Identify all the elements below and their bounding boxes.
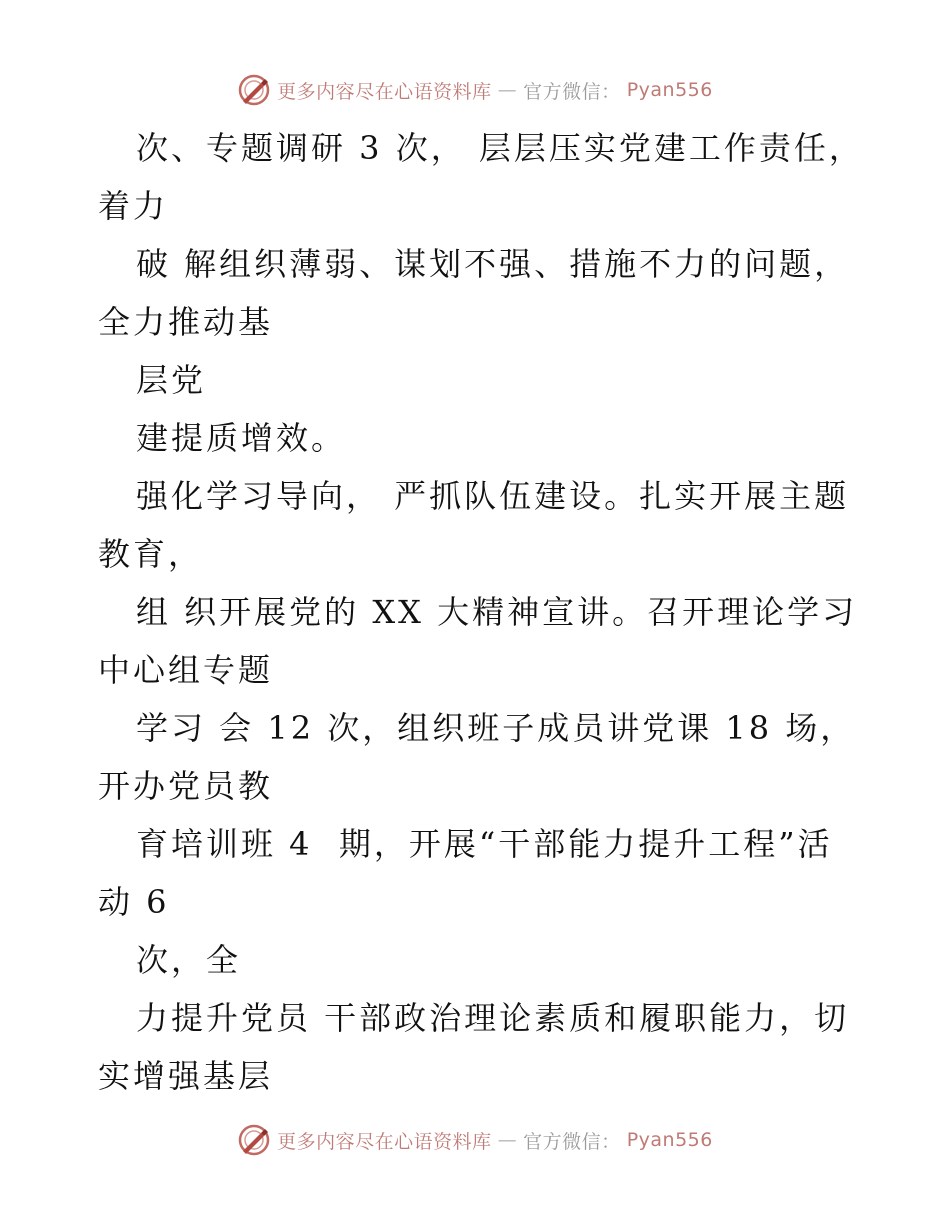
body-line: 教育， bbox=[98, 535, 204, 573]
body-line: 次，全 bbox=[136, 941, 242, 979]
body-line: 次、专题调研 3 次， 层层压实党建工作责任， bbox=[136, 129, 864, 167]
body-line: 全力推动基 bbox=[98, 303, 274, 341]
pen-logo-icon bbox=[237, 1123, 271, 1157]
body-line: 力提升党员 干部政治理论素质和履职能力，切 bbox=[136, 999, 850, 1037]
body-line: 强化学习导向， 严抓队伍建设。扎实开展主题 bbox=[136, 477, 850, 515]
body-line: 开办党员教 bbox=[98, 767, 274, 805]
watermark-dash: — bbox=[497, 79, 518, 101]
body-line: 育培训班 4 期，开展“干部能力提升工程”活 bbox=[136, 825, 833, 863]
watermark-title: 更多内容尽在心语资料库 bbox=[277, 80, 492, 103]
watermark-dash: — bbox=[497, 1129, 518, 1151]
body-line: 学习 会 12 次，组织班子成员讲党课 18 场， bbox=[136, 709, 856, 747]
watermark-title: 更多内容尽在心语资料库 bbox=[277, 1130, 492, 1153]
body-line: 组 织开展党的 XX 大精神宣讲。召开理论学习 bbox=[136, 593, 858, 631]
body-line: 层党 bbox=[136, 361, 207, 399]
body-line: 实增强基层 bbox=[98, 1057, 274, 1095]
body-line: 动 6 bbox=[98, 883, 170, 921]
watermark-wechat-label: 官方微信： bbox=[523, 1130, 621, 1153]
watermark-wechat-label: 官方微信： bbox=[523, 80, 621, 103]
watermark-wechat-id: Pyan556 bbox=[626, 79, 713, 101]
body-line: 着力 bbox=[98, 187, 169, 225]
body-line: 破 解组织薄弱、谋划不强、措施不力的问题， bbox=[136, 245, 850, 283]
footer-watermark bbox=[0, 1120, 950, 1160]
body-line: 中心组专题 bbox=[98, 651, 274, 689]
watermark-wechat-id: Pyan556 bbox=[626, 1129, 713, 1151]
body-line: 建提质增效。 bbox=[136, 419, 347, 457]
